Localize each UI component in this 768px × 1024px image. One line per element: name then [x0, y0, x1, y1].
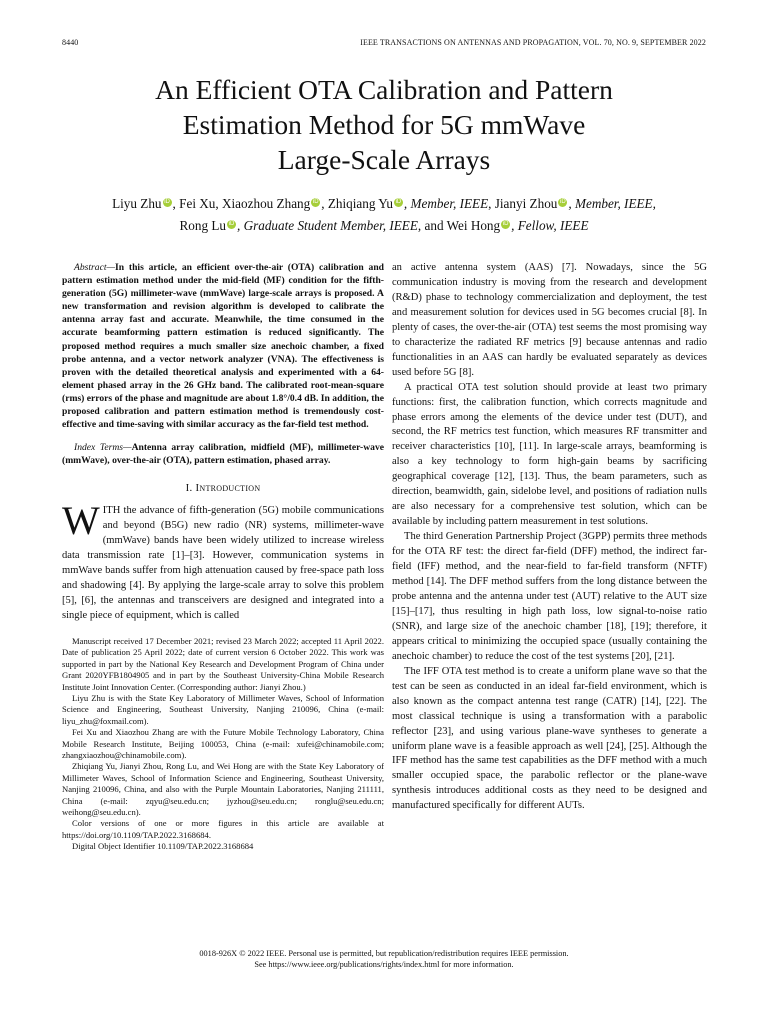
- running-header: [62, 38, 706, 50]
- body-paragraph: The third Generation Partnership Project (3GPP) permits three methods for the OTA RF test: the direct far-field (DFF) method, the indirect far-field (IFF) method, and the near-field to far-field transform (NFTF) method [14]. The DFF method suffers from the long distance between the probe antenna and the antenna under test (AUT) relative to the AUT size [15]–[17], thus resulting in high path loss, low signal-to-noise ratio (SNR), and large size of the anechoic chamber [18], [19]; therefore, it appears critical to minimizing the occupied space (usually containing the anechoic chamber) to reduce the cost of the test systems [20], [21].: [392, 531, 707, 662]
- author-name: , Fei Xu, Xiaozhou Zhang: [172, 196, 311, 211]
- author-name: Rong Lu: [179, 218, 226, 233]
- title-line: Large-Scale Arrays: [277, 144, 491, 175]
- author-membership: , Graduate Student Member, IEEE: [237, 218, 418, 233]
- section-number: I.: [185, 482, 193, 495]
- author-membership: , Fellow, IEEE: [511, 218, 589, 233]
- footnote: Digital Object Identifier 10.1109/TAP.2022.3168684: [72, 841, 254, 852]
- copyright-notice: [62, 948, 706, 970]
- author-line-2: [62, 215, 706, 237]
- orcid-icon[interactable]: iD: [228, 221, 235, 227]
- intro-paragraph: [62, 498, 384, 624]
- abstract-body: In this article, an efficient over-the-air (OTA) calibration and pattern estimation method under the mid-field (MF) condition for the fifth-generation (5G) millimeter-wave (mmWave) large-scale arrays is proposed. A new transformation and revision algorithm is developed to calibrate the antenna array fast and accurate. Meanwhile, the time consumed in the accurate beamforming pattern estimation is reduced significantly. The proposed method requires a much smaller size anechoic chamber, a fixed probe antenna, and a vector network analyzer (VNA). The effectiveness is proven with the detailed theoretical analysis and experimented with a 64-element phased array in the 26 GHz band. The calibrated root-mean-square (rms) errors of the phase and magnitude are about 1.8°/0.4 dB. In addition, the proposed calibration and pattern estimation method is tremendously cost-effective and time-saving with similar accuracy as the far-field test method.: [62, 262, 384, 431]
- orcid-icon[interactable]: iD: [164, 199, 170, 205]
- journal-header: IEEE TRANSACTIONS ON ANTENNAS AND PROPAGATION, VOL. 70, NO. 9, SEPTEMBER 2022: [360, 38, 706, 47]
- author-membership: , Member, IEEE: [403, 196, 489, 211]
- orcid-icon[interactable]: iD: [312, 199, 319, 205]
- author-name: , Jianyi Zhou: [488, 196, 558, 211]
- intro-text: ITH the advance of fifth-generation (5G) mobile communications and beyond (B5G) new radio (NR) systems, millimeter-wave (mmWave) bands have been widely utilized to increase wireless data transmission rate [1]–[3]. However, communication systems in mmWave bands suffer from high attenuation caused by free-space path loss and shadowing [4]. By applying the large-scale array to solve this problem [5], [6], the antennas and transceivers are designed and integrated into a single piece of equipment, which is called: [62, 505, 384, 622]
- author-line-1: [62, 193, 706, 215]
- abstract-label: Abstract—: [74, 262, 116, 273]
- copyright-line: 0018-926X © 2022 IEEE. Personal use is permitted, but republication/redistribution requires IEEE permission.: [199, 949, 569, 958]
- orcid-icon[interactable]: iD: [395, 199, 402, 205]
- orcid-icon[interactable]: iD: [560, 199, 566, 205]
- author-name: , and Wei Hong: [417, 218, 501, 233]
- section-title: Introduction: [195, 482, 261, 495]
- footnote: Liyu Zhu is with the State Key Laboratory of Millimeter Waves, School of Information Science and Engineering, Southeast University, Nanjing 210096, China (e-mail: liyu_zhu@foxmail.com).: [62, 693, 384, 726]
- body-paragraph: an active antenna system (AAS) [7]. Nowadays, since the 5G communication industry is moving from the research and development (R&D) phase to technology commercialization and deployment, the test and measurement solution for devices used in 5G becomes crucial [8]. In plenty of cases, the over-the-air (OTA) test seems the most promising way to characterize the radiated RF metrics [9] because antennas and radio functionalities in an AAS can hardly be evaluated separately as devices used before 5G [8].: [392, 262, 707, 378]
- index-terms: [62, 441, 384, 467]
- page-number: 8440: [62, 38, 79, 47]
- paper-title: [62, 72, 706, 177]
- author-name: Liyu Zhu: [112, 196, 162, 211]
- footnote: Fei Xu and Xiaozhou Zhang are with the Future Mobile Technology Laboratory, China Mobile Research Institute, Beijing 100053, China (e-mail: xufei@chinamobile.com; zhangxiaozhou@chinamobile.com).: [62, 727, 384, 761]
- abstract: [62, 261, 384, 431]
- footnotes: [62, 636, 384, 853]
- index-terms-body: Antenna array calibration, midfield (MF), millimeter-wave (mmWave), over-the-air (OTA), pattern estimation, phased array.: [62, 442, 384, 467]
- right-column: [392, 261, 707, 814]
- title-line: An Efficient OTA Calibration and Pattern: [155, 74, 613, 105]
- drop-cap: W: [62, 498, 100, 544]
- footnote: Zhiqiang Yu, Jianyi Zhou, Rong Lu, and Wei Hong are with the State Key Laboratory of Millimeter Waves, School of Information Science and Engineering, Southeast University, Nanjing 210096, China, and also with the Purple Mountain Laboratories, Nanjing 211111, China (e-mail: zqyu@seu.edu.cn; jyzhou@seu.edu.cn; ronglu@seu.edu.cn; weihong@seu.edu.cn).: [62, 761, 384, 818]
- author-name: , Zhiqiang Yu: [321, 196, 393, 211]
- body-paragraph: A practical OTA test solution should provide at least two primary functions: first, the calibration function, which corrects magnitude and phase errors among the elements of the device under test (DUT), and second, the RF metrics test function, which measures RF transmitter and receiver characteristics [10], [11]. In large-scale arrays, beamforming is also a key technology to form high-gain beams by sacrificing geographical coverage [12], [13]. Thus, the beam parameters, such as direction, beamwidth, gain, sidelobe level, and positions of radiation nulls are also necessary for a comprehensive test solution, which can be available by including pattern measurement in test solutions.: [392, 381, 707, 528]
- section-heading: [62, 481, 384, 496]
- author-membership: , Member, IEEE,: [568, 196, 656, 211]
- title-line: Estimation Method for 5G mmWave: [182, 109, 586, 140]
- footnote: Color versions of one or more figures in this article are available at https://doi.org/10.1109/TAP.2022.3168684.: [62, 818, 384, 840]
- orcid-icon[interactable]: iD: [502, 221, 509, 227]
- index-terms-label: Index Terms—: [74, 442, 132, 454]
- body-paragraph: The IFF OTA test method is to create a uniform plane wave so that the test can be seen as conducted in an ideal far-field environment, which is also known as the compact antenna test range (CATR) [14], [22]. The most classical technique is using a transformation with a parabolic reflector [23], and using various plane-wave syntheses to generate a uniform plane wave is a feasible approach as well [24], [25]. Although the IFF method has the same test capabilities as the DFF method with a much smaller occupied space, the parabolic reflector or the plane-wave synthesis introduces additional costs as they need to be designed and manufactured specifically for different AUTs.: [392, 665, 707, 812]
- author-list: [62, 193, 706, 237]
- footnote: Manuscript received 17 December 2021; revised 23 March 2022; accepted 11 April 2022. Date of publication 25 April 2022; date of current version 6 October 2022. This work was supported in part by the National Key Research and Development Program of China under Grant 2020YFB1804905 and in part by the Southeast University-China Mobile Research Institute Joint Innovation Center. (Corresponding author: Jianyi Zhou.): [62, 635, 384, 692]
- left-column: [62, 261, 384, 853]
- copyright-line: See https://www.ieee.org/publications/rights/index.html for more information.: [254, 960, 514, 969]
